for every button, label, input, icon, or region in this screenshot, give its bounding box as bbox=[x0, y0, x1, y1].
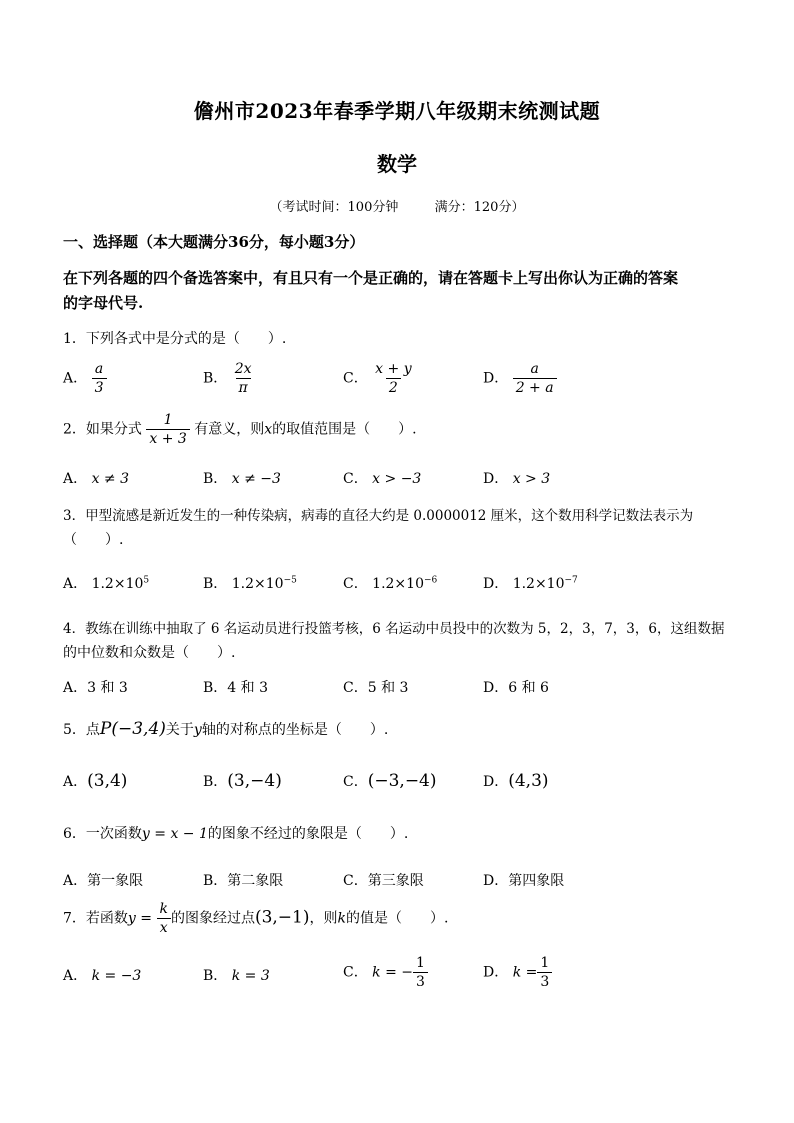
question-5-option-a: A．(3,4) bbox=[63, 771, 128, 791]
section-instruction-line2: 的字母代号. bbox=[63, 294, 144, 312]
question-1-option-b: B． $\frac{2x}{\pi}$ bbox=[203, 361, 252, 397]
question-3-option-c: C． $1.2\times 10^{-6}$ bbox=[343, 575, 438, 592]
question-3-option-d: D． $1.2\times 10^{-7}$ bbox=[483, 575, 578, 592]
point-p: P(−3,4) bbox=[99, 719, 166, 739]
page-title: 儋州市2023年春季学期八年级期末统测试题 bbox=[193, 99, 601, 123]
question-4-option-d: D．6 和 6 bbox=[483, 680, 549, 696]
point-3-neg1: (3,−1) bbox=[254, 907, 310, 928]
question-7-option-a: A． k = −3 bbox=[63, 968, 142, 984]
question-5-option-c: C．(−3,−4) bbox=[343, 771, 437, 791]
question-1-stem: 1．下列各式中是分式的是（ ）. bbox=[63, 331, 287, 347]
question-4-option-a: A．3 和 3 bbox=[63, 680, 128, 696]
question-4-stem-line2: 的中位数和众数是（ ）. bbox=[63, 645, 236, 661]
question-2-option-d: D． x > 3 bbox=[483, 471, 551, 487]
question-5-option-b: B．(3,−4) bbox=[203, 771, 282, 791]
question-3-stem-line1: 3．甲型流感是新近发生的一种传染病，病毒的直径大约是 0.0000012 厘米，这个数用科学记数法表示为 bbox=[63, 508, 694, 524]
question-3-option-b: B． $1.2\times 10^{-5}$ bbox=[203, 575, 297, 592]
question-4-option-c: C．5 和 3 bbox=[343, 680, 409, 696]
question-7-stem: 7．若函数y = $\frac{k}{x}$ 的图象经过点(3,−1)，则k的值是（ ）. bbox=[63, 901, 449, 937]
exam-info bbox=[0, 196, 794, 215]
section-heading: 一、选择题（本大题满分36分，每小题3分） bbox=[63, 233, 365, 251]
question-3-stem-line2: （ ）. bbox=[63, 532, 124, 548]
question-5-stem: 5．点P(−3,4)关于y轴的对称点的坐标是（ ）. bbox=[63, 719, 389, 739]
question-1-option-c: C． $\frac{x + y}{2}$ bbox=[343, 361, 412, 397]
question-4-stem-line1: 4．教练在训练中抽取了 6 名运动员进行投篮考核，6 名运动中员投中的次数为 5，2，3，7，3，6，这组数据 bbox=[63, 621, 725, 637]
exam-time: （考试时间：100分钟 bbox=[269, 200, 399, 215]
section-instruction-line1: 在下列各题的四个备选答案中，有且只有一个是正确的，请在答题卡上写出你认为正确的答案 bbox=[63, 269, 679, 287]
question-6-option-d: D．第四象限 bbox=[483, 873, 565, 889]
question-6-option-c: C．第三象限 bbox=[343, 873, 424, 889]
question-6-option-a: A．第一象限 bbox=[63, 873, 144, 889]
question-4-option-b: B．4 和 3 bbox=[203, 680, 269, 696]
exam-full-score: 满分：120分） bbox=[434, 200, 525, 215]
question-5-option-d: D．(4,3) bbox=[483, 771, 549, 791]
question-7-option-d: D． k = $\frac{1}{3}$ bbox=[483, 955, 552, 990]
question-1-option-a: A． $\frac{a}{3}$ bbox=[63, 361, 107, 396]
question-2-stem: 2．如果分式 $\frac{1}{x + 3}$ 有意义，则x的取值范围是（ ）. bbox=[63, 412, 417, 448]
question-2-option-b: B． x ≠ −3 bbox=[203, 471, 281, 487]
question-2-option-a: A． x ≠ 3 bbox=[63, 471, 130, 487]
question-7-option-c: C． k = − $\frac{1}{3}$ bbox=[343, 955, 428, 990]
question-2-option-c: C． x > −3 bbox=[343, 471, 422, 487]
linear-function: y = x − 1 bbox=[141, 826, 208, 842]
question-1-option-d: D． $\frac{a}{2 + a}$ bbox=[483, 361, 557, 396]
question-6-stem: 6．一次函数y = x − 1的图象不经过的象限是（ ）. bbox=[63, 826, 409, 842]
subject-title: 数学 bbox=[377, 152, 417, 176]
question-3-option-a: A． $1.2\times 10^5$ bbox=[63, 575, 150, 592]
question-6-option-b: B．第二象限 bbox=[203, 873, 284, 889]
question-7-option-b: B． k = 3 bbox=[203, 968, 270, 984]
